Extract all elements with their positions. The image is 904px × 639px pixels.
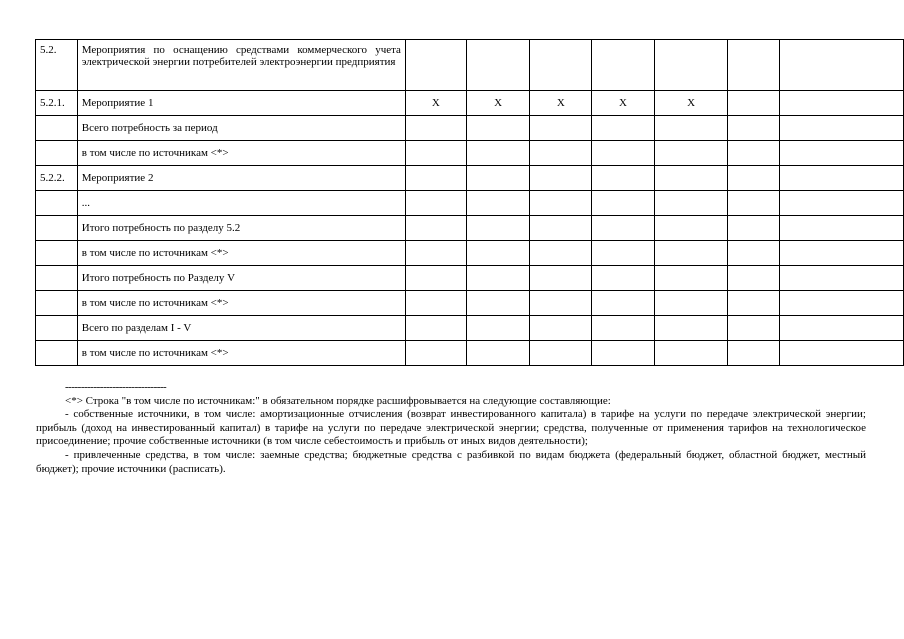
row-number-cell [36,216,78,241]
value-cell [466,241,530,266]
row-number-cell [36,316,78,341]
footnote [36,381,866,476]
value-cell [466,216,530,241]
value-cell [728,141,780,166]
value-cell [530,266,592,291]
value-cell [405,216,466,241]
value-cell [592,291,655,316]
table-row [36,341,904,366]
row-name-cell: Всего по разделам I - V [77,316,405,341]
table-row [36,40,904,91]
value-cell [780,40,904,91]
table-row [36,266,904,291]
value-cell [780,266,904,291]
value-cell: X [405,91,466,116]
value-cell [530,40,592,91]
value-cell [405,266,466,291]
table-row [36,191,904,216]
value-cell [466,316,530,341]
value-cell [780,91,904,116]
value-cell [405,116,466,141]
row-name-cell: Итого потребность по разделу 5.2 [77,216,405,241]
value-cell [592,141,655,166]
table-row [36,116,904,141]
value-cell [654,316,727,341]
value-cell [530,116,592,141]
value-cell [405,341,466,366]
value-cell [780,341,904,366]
value-cell [780,241,904,266]
value-cell [654,266,727,291]
value-cell [466,116,530,141]
row-number-cell: 5.2.1. [36,91,78,116]
value-cell [780,116,904,141]
value-cell [780,141,904,166]
row-number-cell [36,191,78,216]
value-cell [728,316,780,341]
value-cell [654,116,727,141]
value-cell [592,241,655,266]
value-cell [466,141,530,166]
value-cell [654,141,727,166]
value-cell [530,191,592,216]
value-cell [530,316,592,341]
table-row [36,91,904,116]
footnote-paragraph: <*> Строка "в том числе по источникам:" в обязательном порядке расшифровывается на следующие составляющие: [65,394,611,407]
value-cell [466,266,530,291]
footnote-paragraph: - привлеченные средства, в том числе: заемные средства; бюджетные средства с разбивкой по видам бюджета (федеральный бюджет, областной бюджет, местный бюджет); прочие источники (расписать). [36,448,866,475]
value-cell [780,216,904,241]
row-number-cell [36,266,78,291]
value-cell [405,141,466,166]
value-cell [728,291,780,316]
value-cell [530,341,592,366]
table-row [36,241,904,266]
table-row [36,291,904,316]
value-cell [530,166,592,191]
value-cell [405,241,466,266]
value-cell [728,40,780,91]
value-cell [530,216,592,241]
value-cell [728,216,780,241]
footnote-paragraph: - собственные источники, в том числе: амортизационные отчисления (возврат инвестированного капитала) в тарифе на услуги по передаче электрической энергии; прибыль (доход на инвестированный капитал) в тарифе на услуги по передаче электрической энергии; средства, полученные от применения тарифов на технологическое присоединение; прочие собственные источники (в том числе себестоимость и прибыль от иных видов деятельности); [36,408,866,448]
investment-table [35,39,904,366]
value-cell [592,316,655,341]
value-cell [780,291,904,316]
value-cell [780,316,904,341]
value-cell [592,341,655,366]
value-cell [654,166,727,191]
row-number-cell [36,341,78,366]
value-cell [530,241,592,266]
row-name-cell: Мероприятие 1 [77,91,405,116]
value-cell [728,241,780,266]
value-cell [530,291,592,316]
value-cell [592,40,655,91]
table-row [36,166,904,191]
value-cell [405,191,466,216]
value-cell [728,116,780,141]
row-name-cell: в том числе по источникам <*> [77,141,405,166]
value-cell [592,166,655,191]
value-cell [405,166,466,191]
row-name-cell: в том числе по источникам <*> [77,241,405,266]
table-row [36,216,904,241]
row-number-cell: 5.2. [36,40,78,91]
value-cell [592,191,655,216]
row-number-cell: 5.2.2. [36,166,78,191]
value-cell [405,316,466,341]
row-name-cell: в том числе по источникам <*> [77,291,405,316]
row-name-cell: в том числе по источникам <*> [77,341,405,366]
value-cell: X [466,91,530,116]
value-cell [780,166,904,191]
value-cell [405,291,466,316]
value-cell [466,291,530,316]
value-cell [530,141,592,166]
row-name-cell: Всего потребность за период [77,116,405,141]
table-row [36,141,904,166]
value-cell [466,341,530,366]
value-cell [405,40,466,91]
row-name-cell: ... [77,191,405,216]
value-cell [592,216,655,241]
value-cell [592,116,655,141]
value-cell [466,191,530,216]
footnote-separator: -------------------------------- [65,381,167,393]
value-cell [654,241,727,266]
table-body [36,40,904,366]
value-cell: X [530,91,592,116]
value-cell [654,40,727,91]
row-name-cell: Мероприятия по оснащению средствами коммерческого учета электрической энергии потребителей электроэнергии предприятия [77,40,405,91]
value-cell: X [654,91,727,116]
value-cell [728,191,780,216]
value-cell [654,341,727,366]
value-cell [728,91,780,116]
value-cell [466,166,530,191]
value-cell [592,266,655,291]
value-cell [466,40,530,91]
table-row [36,316,904,341]
value-cell [654,191,727,216]
value-cell: X [592,91,655,116]
value-cell [654,216,727,241]
row-number-cell [36,141,78,166]
value-cell [654,291,727,316]
value-cell [780,191,904,216]
value-cell [728,166,780,191]
row-number-cell [36,291,78,316]
row-name-cell: Итого потребность по Разделу V [77,266,405,291]
row-number-cell [36,116,78,141]
row-name-cell: Мероприятие 2 [77,166,405,191]
row-number-cell [36,241,78,266]
value-cell [728,266,780,291]
value-cell [728,341,780,366]
